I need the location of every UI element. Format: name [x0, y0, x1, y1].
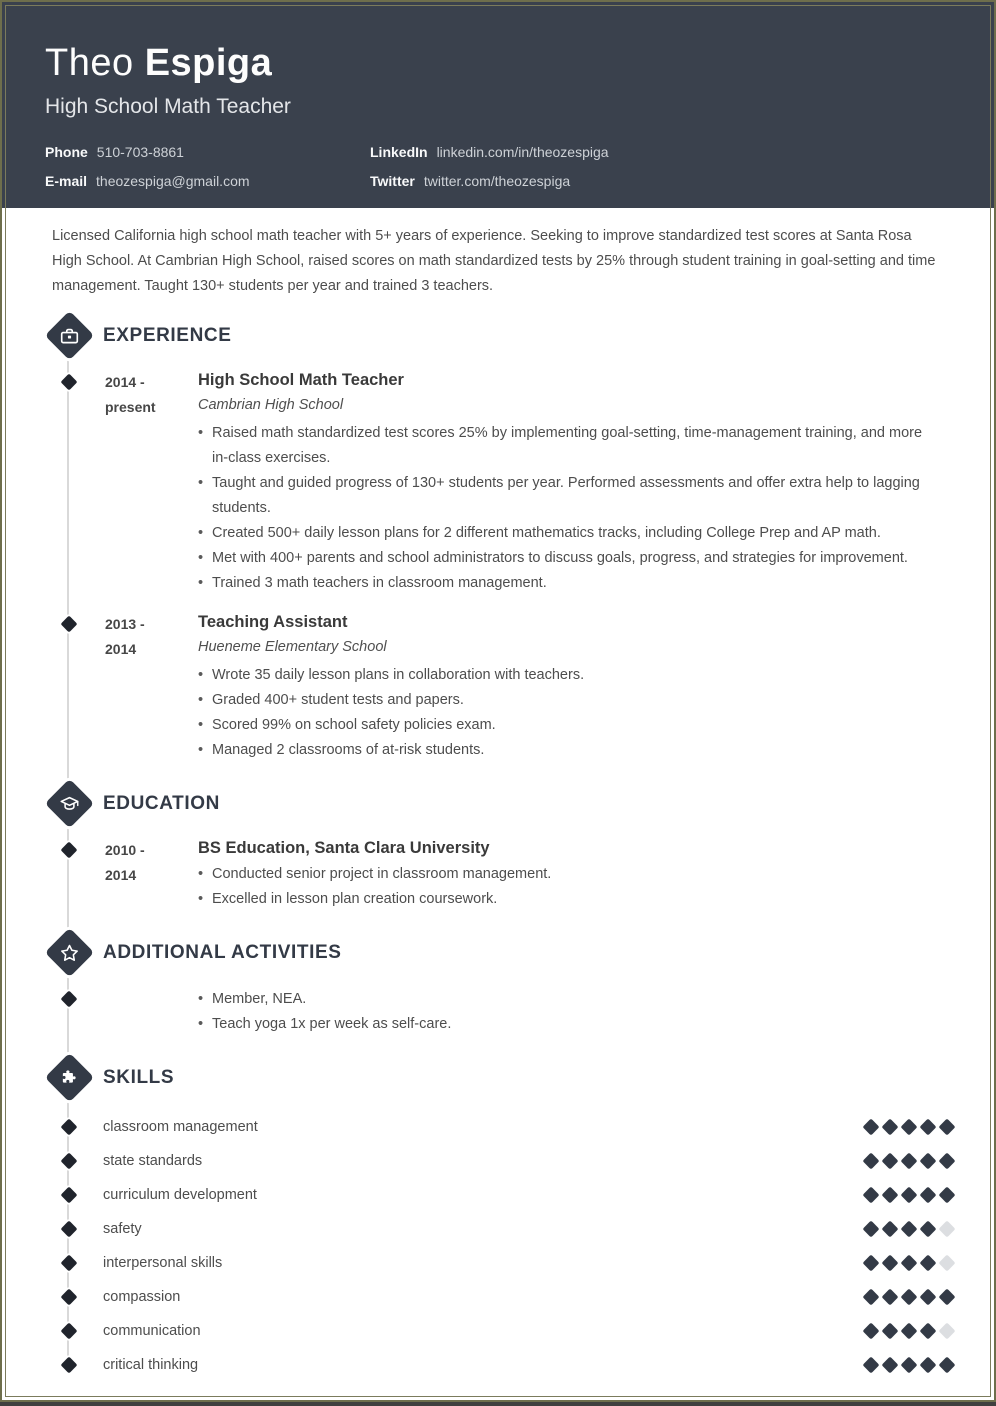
skill-row — [41, 1144, 994, 1178]
bullet-dot: • — [198, 717, 204, 733]
skill-rating — [865, 1155, 994, 1167]
bullet-text: Met with 400+ parents and school administrators to discuss goals, progress, and strategies for improvement. — [212, 550, 908, 566]
bullet-item — [198, 887, 942, 912]
entry-title: BS Education, Santa Clara University — [198, 839, 490, 857]
star-icon — [44, 928, 93, 977]
section-header — [41, 777, 994, 830]
contact-linkedin — [370, 144, 951, 160]
contact-value: twitter.com/theozespiga — [423, 173, 571, 189]
skill-name: state standards — [103, 1153, 203, 1169]
skill-rating — [865, 1325, 994, 1337]
bullet-item — [198, 987, 942, 1012]
skill-rating — [865, 1359, 994, 1371]
timeline-marker-diamond — [61, 374, 78, 391]
rating-diamond — [939, 1153, 956, 1170]
skill-rating — [865, 1291, 994, 1303]
entry-organization: Cambrian High School — [198, 397, 344, 413]
rating-diamond — [939, 1357, 956, 1374]
puzzle-icon — [44, 1053, 93, 1102]
entry-title: High School Math Teacher — [198, 371, 404, 389]
bullet-text: Member, NEA. — [212, 991, 307, 1007]
bullet-dot: • — [198, 475, 204, 491]
puzzle-icon — [58, 1067, 80, 1089]
skill-row — [41, 1212, 994, 1246]
rating-diamond — [863, 1119, 880, 1136]
bullet-list — [198, 862, 942, 912]
bullet-list — [198, 421, 942, 596]
rating-diamond — [901, 1153, 918, 1170]
timeline-entry — [41, 368, 994, 596]
professional-summary: Licensed California high school math teacher with 5+ years of experience. Seeking to improve standardized test scores at Santa Rosa High School. At Cambrian High School, raised scores on math standardized tests by 25% through student training in goal-setting and time management. Taught 130+ students per year and trained 3 teachers. — [52, 228, 936, 294]
timeline-marker-diamond — [61, 1153, 78, 1170]
rating-diamond — [882, 1323, 899, 1340]
skill-row — [41, 1314, 994, 1348]
last-name: Espiga — [144, 42, 273, 84]
skill-name: compassion — [103, 1289, 181, 1305]
candidate-job-title: High School Math Teacher — [45, 95, 291, 118]
skill-rating — [865, 1257, 994, 1269]
date-from: 2010 - — [105, 842, 145, 858]
graduation-cap-icon — [44, 779, 93, 828]
resume-body — [2, 208, 994, 1382]
date-to: present — [105, 399, 156, 415]
bullet-text: Graded 400+ student tests and papers. — [212, 692, 464, 708]
entry-organization: Hueneme Elementary School — [198, 639, 387, 655]
bullet-dot: • — [198, 991, 204, 1007]
skill-name: classroom management — [103, 1119, 258, 1135]
section-header — [41, 926, 994, 979]
bullet-dot: • — [198, 866, 204, 882]
skill-name: critical thinking — [103, 1357, 199, 1373]
skills-section — [2, 1051, 994, 1382]
bullet-dot: • — [198, 425, 204, 441]
bullet-item — [198, 546, 942, 571]
rating-diamond — [920, 1289, 937, 1306]
skill-name: communication — [103, 1323, 201, 1339]
rating-diamond — [939, 1255, 956, 1272]
rating-diamond — [920, 1221, 937, 1238]
timeline-marker-diamond — [61, 1187, 78, 1204]
entry-dates — [97, 836, 198, 912]
bullet-item — [198, 521, 942, 546]
timeline-marker-diamond — [61, 1221, 78, 1238]
rating-diamond — [939, 1221, 956, 1238]
timeline-marker-diamond — [61, 1255, 78, 1272]
bullet-text: Excelled in lesson plan creation coursework. — [212, 891, 498, 907]
bullet-dot: • — [198, 525, 204, 541]
bullet-dot: • — [198, 550, 204, 566]
bullet-item — [198, 688, 942, 713]
bullet-dot: • — [198, 692, 204, 708]
section-title: EDUCATION — [103, 792, 220, 814]
rating-diamond — [901, 1187, 918, 1204]
contact-value: theozespiga@gmail.com — [96, 173, 250, 189]
date-to: 2014 — [105, 641, 137, 657]
contact-email — [45, 173, 370, 189]
skill-name: safety — [103, 1221, 142, 1237]
rating-diamond — [920, 1187, 937, 1204]
bullet-dot: • — [198, 667, 204, 683]
rating-diamond — [882, 1153, 899, 1170]
bullet-text: Conducted senior project in classroom management. — [212, 866, 552, 882]
date-to: 2014 — [105, 867, 137, 883]
contact-label: Twitter — [370, 173, 415, 189]
entry-dates — [97, 610, 198, 763]
contact-phone — [45, 144, 370, 160]
contact-value: linkedin.com/in/theozespiga — [436, 144, 609, 160]
rating-diamond — [901, 1119, 918, 1136]
bullet-item — [198, 421, 942, 471]
bullet-text: Trained 3 math teachers in classroom management. — [212, 575, 547, 591]
rating-diamond — [920, 1255, 937, 1272]
resume-section — [2, 777, 994, 912]
rating-diamond — [863, 1255, 880, 1272]
bullet-item — [198, 738, 942, 763]
date-from: 2013 - — [105, 616, 145, 632]
timeline-marker-diamond — [61, 1119, 78, 1136]
rating-diamond — [920, 1153, 937, 1170]
contact-info — [45, 144, 951, 189]
bullet-text: Taught and guided progress of 130+ students per year. Performed assessments and offer extra help to lagging students. — [212, 475, 920, 516]
bullet-list — [198, 663, 942, 763]
timeline-entry — [41, 985, 994, 1037]
timeline-entry — [41, 836, 994, 912]
skill-name: interpersonal skills — [103, 1255, 223, 1271]
rating-diamond — [939, 1187, 956, 1204]
resume-header — [2, 2, 994, 208]
entry-dates — [97, 368, 198, 596]
rating-diamond — [863, 1153, 880, 1170]
skill-rating — [865, 1121, 994, 1133]
bullet-text: Managed 2 classrooms of at-risk students. — [212, 742, 485, 758]
date-from: 2014 - — [105, 374, 145, 390]
rating-diamond — [939, 1119, 956, 1136]
briefcase-icon — [44, 311, 93, 360]
rating-diamond — [863, 1187, 880, 1204]
rating-diamond — [901, 1357, 918, 1374]
star-icon — [58, 942, 80, 964]
contact-value: 510-703-8861 — [96, 144, 184, 160]
bullet-text: Raised math standardized test scores 25% by implementing goal-setting, time-management training, and more in-class exercises. — [212, 425, 923, 466]
skill-row — [41, 1110, 994, 1144]
bullet-item — [198, 862, 942, 887]
section-title: ADDITIONAL ACTIVITIES — [103, 941, 342, 963]
contact-label: Phone — [45, 144, 88, 160]
rating-diamond — [882, 1357, 899, 1374]
rating-diamond — [882, 1221, 899, 1238]
first-name: Theo — [45, 42, 134, 84]
rating-diamond — [863, 1289, 880, 1306]
rating-diamond — [863, 1357, 880, 1374]
section-header — [41, 309, 994, 362]
bullet-item — [198, 663, 942, 688]
bullet-item — [198, 1012, 942, 1037]
resume-section — [2, 926, 994, 1037]
timeline-marker-diamond — [61, 1323, 78, 1340]
bullet-item — [198, 571, 942, 596]
rating-diamond — [882, 1255, 899, 1272]
skill-rating — [865, 1189, 994, 1201]
timeline-marker-diamond — [61, 842, 78, 859]
rating-diamond — [939, 1323, 956, 1340]
rating-diamond — [882, 1119, 899, 1136]
skill-row — [41, 1280, 994, 1314]
rating-diamond — [882, 1289, 899, 1306]
rating-diamond — [920, 1119, 937, 1136]
briefcase-icon — [58, 325, 80, 347]
timeline-marker-diamond — [61, 616, 78, 633]
bullet-item — [198, 713, 942, 738]
rating-diamond — [939, 1289, 956, 1306]
bullet-text: Created 500+ daily lesson plans for 2 different mathematics tracks, including College Prep and AP math. — [212, 525, 881, 541]
candidate-name — [45, 42, 951, 84]
bullet-dot: • — [198, 575, 204, 591]
timeline-marker-diamond — [61, 991, 78, 1008]
resume-section — [2, 309, 994, 763]
rating-diamond — [901, 1255, 918, 1272]
section-title: SKILLS — [103, 1066, 175, 1088]
rating-diamond — [901, 1289, 918, 1306]
skill-rating — [865, 1223, 994, 1235]
bullet-item — [198, 471, 942, 521]
bullet-text: Teach yoga 1x per week as self-care. — [212, 1016, 452, 1032]
rating-diamond — [863, 1221, 880, 1238]
graduation-cap-icon — [58, 793, 80, 815]
contact-twitter — [370, 173, 951, 189]
bullet-dot: • — [198, 742, 204, 758]
rating-diamond — [901, 1221, 918, 1238]
skill-row — [41, 1348, 994, 1382]
rating-diamond — [882, 1187, 899, 1204]
rating-diamond — [920, 1323, 937, 1340]
bullet-text: Scored 99% on school safety policies exam. — [212, 717, 496, 733]
bullet-text: Wrote 35 daily lesson plans in collaboration with teachers. — [212, 667, 585, 683]
skill-row — [41, 1178, 994, 1212]
skill-row — [41, 1246, 994, 1280]
contact-label: E-mail — [45, 173, 88, 189]
contact-label: LinkedIn — [370, 144, 428, 160]
entry-dates — [97, 985, 198, 1037]
section-title: EXPERIENCE — [103, 324, 232, 346]
timeline-marker-diamond — [61, 1289, 78, 1306]
rating-diamond — [901, 1323, 918, 1340]
rating-diamond — [863, 1323, 880, 1340]
skill-name: curriculum development — [103, 1187, 257, 1203]
timeline-marker-diamond — [61, 1357, 78, 1374]
timeline-entry — [41, 610, 994, 763]
bullet-dot: • — [198, 1016, 204, 1032]
entry-title: Teaching Assistant — [198, 613, 348, 631]
bullet-dot: • — [198, 891, 204, 907]
rating-diamond — [920, 1357, 937, 1374]
section-header — [41, 1051, 994, 1104]
bullet-list — [198, 987, 942, 1037]
